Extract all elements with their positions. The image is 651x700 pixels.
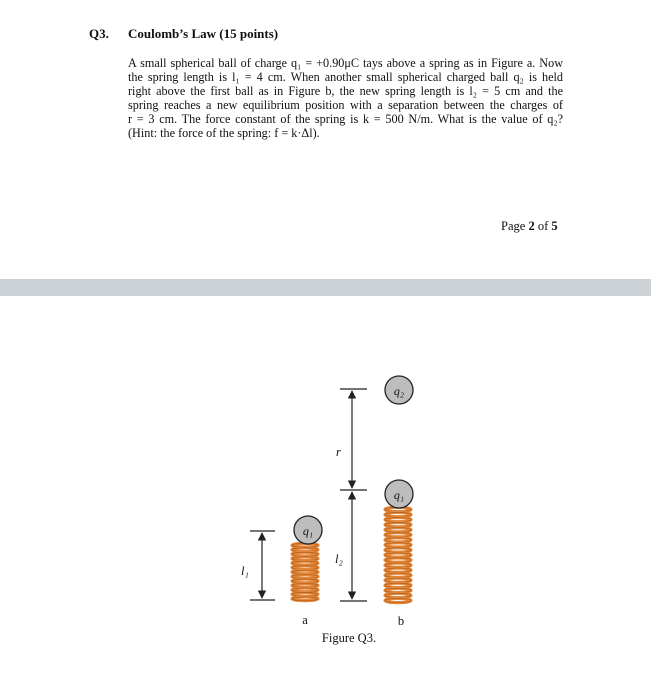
ball-q1-a-label: q₁ bbox=[302, 524, 314, 538]
body-line: right above the first ball as in Figure b, the new spring length is l₂ = 5 cm and the bbox=[128, 83, 563, 98]
page-total: 5 bbox=[551, 219, 558, 233]
panel-label-b: b bbox=[397, 614, 405, 628]
page-label: Page bbox=[501, 219, 526, 233]
dimension-l1 bbox=[250, 531, 275, 600]
spring-b bbox=[385, 507, 411, 602]
question-number: Q3. bbox=[89, 26, 109, 41]
question-body bbox=[128, 57, 563, 140]
ball-q1-b-label: q₁ bbox=[393, 488, 405, 502]
label-l2: l₂ bbox=[335, 552, 343, 566]
page-separator bbox=[0, 279, 651, 296]
body-line: r = 3 cm. The force constant of the spring is k = 500 N/m. What is the value of q₂? bbox=[128, 111, 563, 126]
panel-label-a: a bbox=[302, 613, 308, 627]
figure-svg bbox=[0, 296, 651, 700]
spring-a bbox=[292, 543, 318, 600]
body-line: spring reaches a new equilibrium position with a separation between the charges of bbox=[128, 97, 563, 112]
figure-caption: Figure Q3. bbox=[321, 631, 377, 645]
ball-q2-label: q₂ bbox=[393, 384, 405, 398]
dimension-r bbox=[340, 389, 367, 488]
body-line: the spring length is l₁ = 4 cm. When another small spherical charged ball q₂ is held bbox=[128, 69, 563, 84]
label-l1: l₁ bbox=[241, 564, 249, 578]
dimension-l2 bbox=[340, 490, 367, 601]
figure-q3 bbox=[0, 296, 651, 700]
body-line: (Hint: the force of the spring: f = k·Δl). bbox=[128, 125, 320, 140]
page-current: 2 bbox=[528, 219, 535, 233]
page-number bbox=[501, 219, 558, 234]
page-of: of bbox=[537, 219, 549, 233]
label-r: r bbox=[336, 445, 341, 459]
question-title: Coulomb’s Law (15 points) bbox=[128, 26, 279, 41]
body-line: A small spherical ball of charge q₁ = +0.90μC tays above a spring as in Figure a. Now bbox=[128, 56, 563, 70]
